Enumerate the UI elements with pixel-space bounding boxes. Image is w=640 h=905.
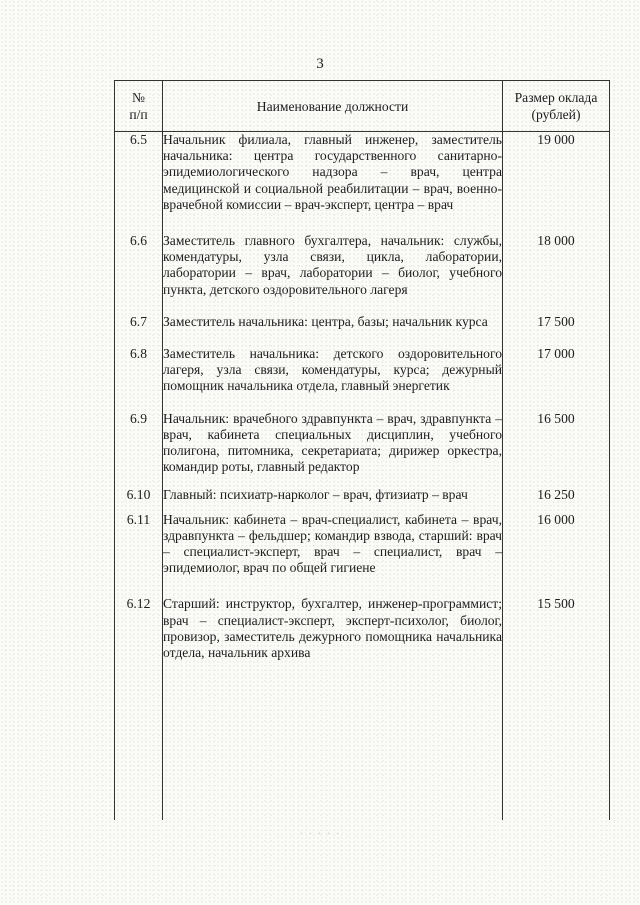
header-salary-line2: (рублей) [531, 107, 581, 122]
position-name-cell [163, 512, 503, 597]
header-position-name: Наименование должности [163, 81, 503, 132]
position-name-cell [163, 346, 503, 411]
position-name: Заместитель начальника: детского оздоровительного лагеря, узла связи, комендатуры, курса; дежурный помощник начальника отдела, главный энергетик [163, 346, 502, 394]
header-num-line2: п/п [129, 107, 148, 122]
position-name-cell [163, 314, 503, 346]
salary-value: 16 500 [503, 411, 610, 488]
header-salary-line1: Размер оклада [514, 90, 598, 105]
table-row [115, 512, 610, 597]
position-name: Начальник: врачебного здравпункта – врач, здравпункта – врач, кабинета специальных дисциплин, учебного полигона, питомника, секретариата; дирижер оркестра, командир роты, главный редактор [163, 410, 502, 475]
position-name: Старший: инструктор, бухгалтер, инженер-программист; врач – специалист-эксперт, эксперт-психолог, биолог, провизор, заместитель дежурного помощника начальника отдела, начальник архива [163, 596, 502, 661]
table-header-row [115, 81, 610, 132]
empty-cell [503, 685, 610, 820]
row-number: 6.11 [115, 512, 163, 597]
position-name: Начальник: кабинета – врач-специалист, кабинета – врач, здравпункта – фельдшер; командир взвода, старший: врач – специалист-эксперт, врач – специалист, врач – эпидемиолог, врач по общей гигиене [163, 511, 502, 576]
salary-value: 17 000 [503, 346, 610, 411]
row-number: 6.5 [115, 132, 163, 234]
position-name-cell [163, 233, 503, 314]
table-row [115, 233, 610, 314]
table-row [115, 411, 610, 488]
row-number: 6.8 [115, 346, 163, 411]
salary-value: 15 500 [503, 596, 610, 685]
position-name: Заместитель главного бухгалтера, начальник: службы, комендатуры, узла связи, цикла, лаборатории, лаборатории – врач, лаборатории – биолог, учебного пункта, детского оздоровительного лагеря [163, 233, 502, 297]
position-name-cell [163, 596, 503, 685]
row-number: 6.10 [115, 487, 163, 511]
footer-watermark: · · · · · [299, 826, 341, 840]
table-row [115, 596, 610, 685]
row-number: 6.12 [115, 596, 163, 685]
table-row [115, 132, 610, 234]
table-body [115, 132, 610, 821]
row-number: 6.9 [115, 411, 163, 488]
empty-cell [115, 685, 163, 820]
empty-cell [163, 685, 503, 820]
row-number: 6.6 [115, 233, 163, 314]
table-row [115, 487, 610, 511]
header-num-line1: № [132, 90, 145, 105]
position-name-cell [163, 487, 503, 511]
salary-value: 16 250 [503, 487, 610, 511]
table-filler-row [115, 685, 610, 820]
table-row [115, 314, 610, 346]
salary-value: 16 000 [503, 512, 610, 597]
header-salary [503, 81, 610, 132]
position-name-cell [163, 132, 503, 234]
table-row [115, 346, 610, 411]
salary-table [114, 80, 610, 820]
header-num [115, 81, 163, 132]
salary-value: 19 000 [503, 132, 610, 234]
position-name: Начальник филиала, главный инженер, заместитель начальника: центра государственного санитарно-эпидемиологического надзора – врач, центра медицинской и социальной реабилитации – врач, военно-врачебной комиссии – врач-эксперт, центра – врач [163, 132, 502, 212]
salary-value: 17 500 [503, 314, 610, 346]
position-name: Заместитель начальника: центра, базы; начальник курса [163, 313, 488, 329]
position-name: Главный: психиатр-нарколог – врач, фтизиатр – врач [163, 487, 468, 503]
row-number: 6.7 [115, 314, 163, 346]
position-name-cell [163, 411, 503, 488]
page-number: 3 [316, 56, 324, 72]
salary-value: 18 000 [503, 233, 610, 314]
